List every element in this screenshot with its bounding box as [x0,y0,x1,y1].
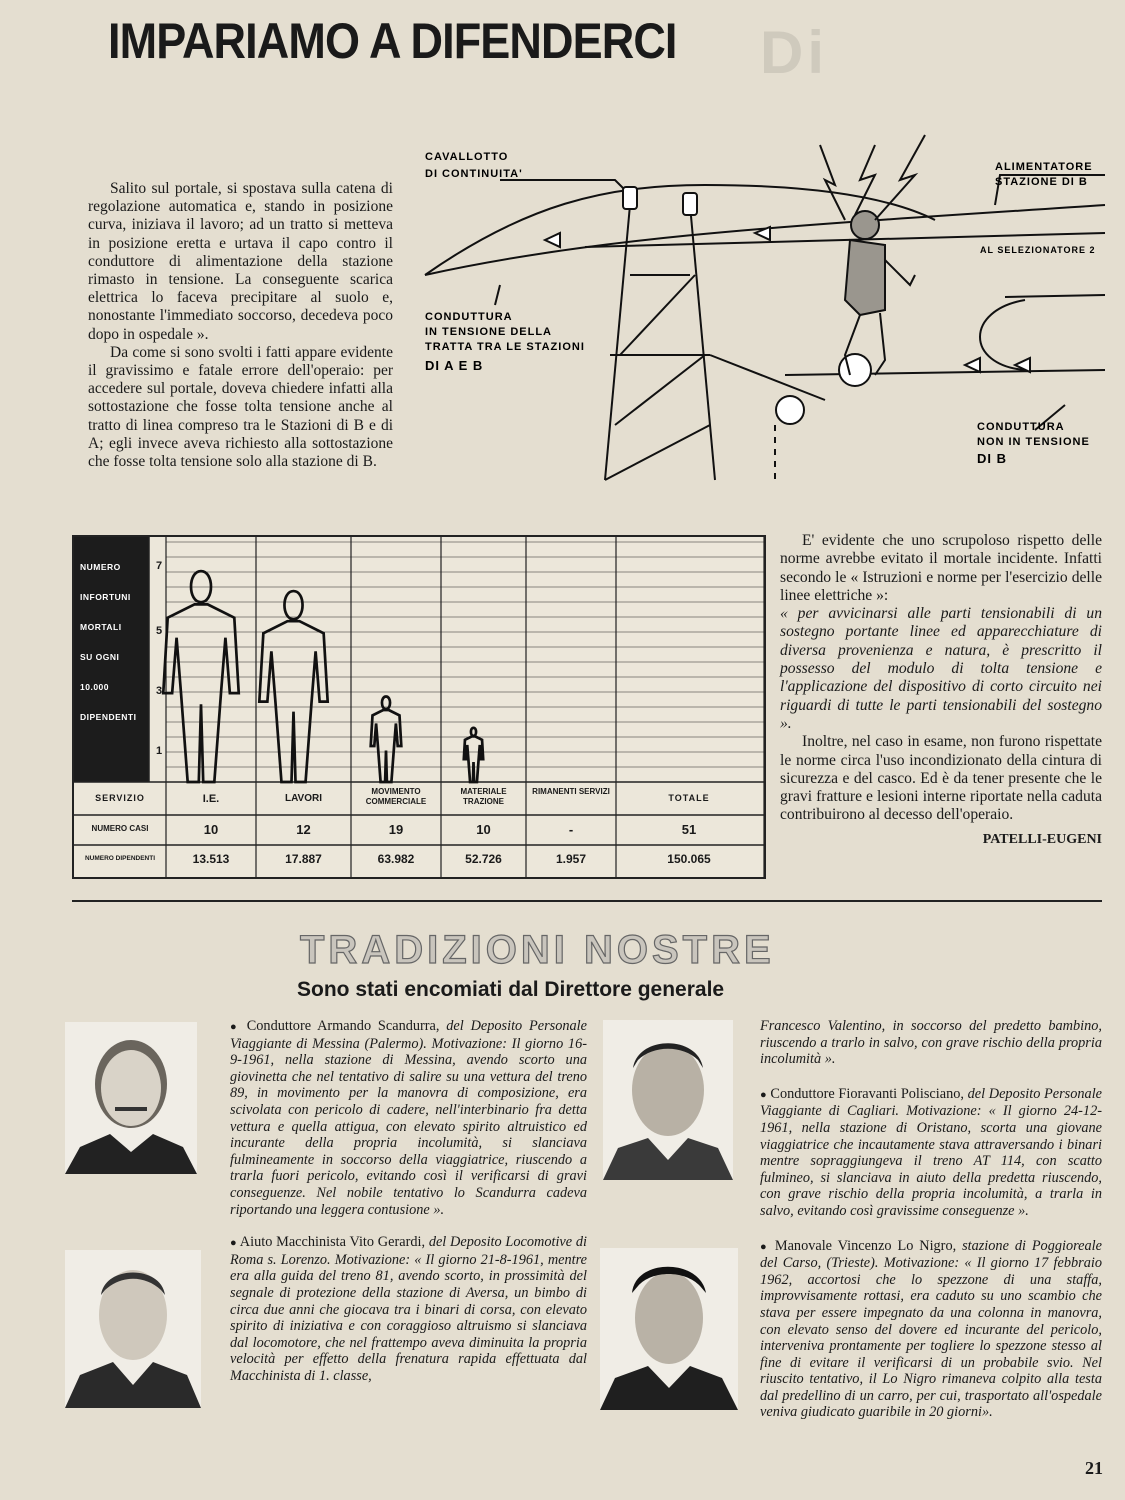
category-label: TOTALE [668,793,710,803]
y-label-line: 10.000 [80,682,109,692]
casi-value: 51 [681,822,697,837]
human-figure-mark [464,728,483,782]
dipendenti-value: 1.957 [555,852,587,866]
citation-text: del Deposito Personale Viaggiante di Cagliari. Motivazione: « Il giorno 24-12-1961, nella stazione di Oristano, scorta una giovane viaggiatrice che incautamente stava attraversando i binari mentre sopraggiungeva il treno AT 114, con scatto fulmineo, si slanciava in aiuto della predetta riuscendo, con grave rischio della propria incolumità, a trarla in salvo, evitando così gravissime conseguenze ». [760,1085,1103,1219]
electrocution-diagram [405,125,1115,495]
human-figure-mark [259,591,327,782]
y-label-line: MORTALI [80,622,122,632]
label-non-tensione-3: DI B [977,451,1007,466]
citation-column-1 [230,1018,587,1390]
y-label-line: DIPENDENTI [80,712,137,722]
label-cavallotto-2: DI CONTINUITA' [425,168,523,180]
y-tick-label: 5 [155,625,163,637]
row-header-servizio: SERVIZIO [95,793,145,803]
intro-text [88,180,393,471]
dipendenti-value: 63.982 [377,852,415,866]
right-paragraph-2: Inoltre, nel caso in esame, non furono rispettate le norme circa l'uso incondizionato della cintura di sicurezza e del casco. Ed è da tener presente che le gravi fratture e lesioni interne riportate nella caduta contribuirono al decesso dell'operaio. [780,733,1102,824]
dipendenti-value: 13.513 [192,852,230,866]
label-cavallotto-1: CAVALLOTTO [425,151,509,163]
row-header-casi: NUMERO CASI [91,824,149,833]
citation-item: ● Conduttore Armando Scandurra, del Deposito Personale Viaggiante di Messina (Palermo). Motivazione: Il giorno 16-9-1961, nella stazione di Messina, avendo scorto una giovinetta che nel tentativo di salire su una vettura del treno 89, in movimento per la manovra di composizione, era scivolata con pericolo di cadere, nell'interbinario fra detta vettura e quella attigua, con elevato spirito altruistico ed incurante della propria incolumità, si slanciava fulmineamente in soccorso della viaggiatrice, riuscendo a trarla fuori pericolo, evitando così il verificarsi di gravi conseguenze. Nel nobile tentativo lo Scandurra cadeva riportando una leggera contusione ». [230,1018,587,1218]
regulation-quote: « per avvicinarsi alle parti tensionabili di un sostegno portante linee ed apparecchiature di diversa provenienza e natura, è prescritto il possesso del modulo di tolta tensione e l'applicazione del dispositivo di corto circuito nei riguardi di tutte le parti tensionabili del sostegno ». [780,605,1102,732]
citation-text: del Deposito Locomotive di Roma s. Lorenzo. Motivazione: « Il giorno 21-8-1961, mentre era alla guida del treno 81, avendo scorto, in prossimità del segnale di protezione della stazione di Aversa, un bimbo di circa due anni che giocava tra i binari di corsa, con elevato spirito di iniziativa e con coraggioso altruismo si slanciava dal locomotore, che nel frattempo aveva diminuita la propria velocità per effetto della frenatura rapida effettuata dal Macchinista di 1. classe, [230,1234,587,1384]
citation-lead: Conduttore Fioravanti Polisciano, [770,1085,964,1102]
accident-chart-table [72,535,766,879]
portrait-photo [603,1020,733,1180]
right-text-column [780,532,1102,849]
citation-column-2 [760,1018,1102,1427]
dipendenti-value: 17.887 [285,852,322,866]
ghost-bleed-through: Di [760,19,828,86]
citation-item: ● Aiuto Macchinista Vito Gerardi, del Deposito Locomotive di Roma s. Lorenzo. Motivazione: « Il giorno 21-8-1961, mentre era alla guida del treno 81, avendo scorto, in prossimità del segnale di protezione della stazione di Aversa, un bimbo di circa due anni che giocava tra i binari di corsa, con elevato spirito di iniziativa e con coraggioso altruismo si slanciava dal locomotore, che nel frattempo aveva diminuita la propria velocità per effetto della frenatura rapida effettuata dal Macchinista di 1. classe, [230,1234,587,1384]
casi-value: 12 [296,822,311,837]
y-tick-label: 3 [155,685,163,697]
page-title: IMPARIAMO A DIFENDERCI [108,13,677,69]
label-alimentatore-1: ALIMENTATORE [995,161,1093,173]
right-paragraph-1: E' evidente che uno scrupoloso rispetto delle norme avrebbe evitato il mortale incidente. Infatti secondo le « Istruzioni e norme per l'esercizio delle linee elettriche »: [780,532,1102,604]
citation-text: del Deposito Personale Viaggiante di Messina (Palermo). Motivazione: Il giorno 16-9-1961, nella stazione di Messina, avendo scorto una giovinetta che nel tentativo di salire su una vettura del treno 89, in movimento per la manovra di composizione, era scivolata con pericolo di cadere, nell'interbinario fra detta vettura e quella attigua, con elevato spirito altruistico ed incurante della propria incolumità, si slanciava fulmineamente in soccorso della viaggiatrice, riuscendo a trarla fuori pericolo, evitando così il verificarsi di gravi conseguenze. Nel nobile tentativo lo Scandurra cadeva riportando una leggera contusione ». [230,1018,587,1218]
portrait-photo [65,1250,201,1408]
label-selezionatore: AL SELEZIONATORE 2 [980,245,1096,255]
page-number: 21 [1085,1458,1103,1478]
section-divider [72,900,1102,902]
y-label-line: SU OGNI [80,652,120,662]
y-label-line: INFORTUNI [80,592,131,602]
section-heading: TRADIZIONI NOSTRE [300,928,775,972]
category-label: I.E. [202,793,220,805]
label-non-tensione-1: CONDUTTURA [977,421,1065,433]
row-header-dipendenti: NUMERO DIPENDENTI [84,855,156,862]
portrait-photo [65,1022,197,1174]
label-conduttura-3: TRATTA TRA LE STAZIONI [425,341,585,353]
human-figure-mark [163,571,238,782]
label-alimentatore-2: STAZIONE DI B [995,176,1088,188]
category-label: LAVORI [284,793,323,804]
dipendenti-value: 52.726 [465,852,502,866]
human-figure-mark [371,697,402,783]
label-conduttura-1: CONDUTTURA [425,311,513,323]
worker-figure [845,211,915,375]
citation-lead: Conduttore Armando Scandurra, [246,1018,440,1034]
casi-value: 10 [203,822,219,837]
citation-continuation: Francesco Valentino, in soccorso del predetto bambino, riuscendo a trarlo in salvo, con grave rischio della propria incolumità ». [760,1018,1102,1068]
citation-item: ● Conduttore Fioravanti Polisciano, del Deposito Personale Viaggiante di Cagliari. Motivazione: « Il giorno 24-12-1961, nella stazione di Oristano, scorta una giovane viaggiatrice che incautamente stava attraversando i binari mentre sopraggiungeva il treno AT 114, con scatto fulmineo, si slanciava in aiuto della predetta riuscendo, con grave rischio della propria incolumità, a trarla in salvo, evitando così gravissime conseguenze ». [760,1085,1103,1219]
section-subheading: Sono stati encomiati dal Direttore generale [297,978,725,1001]
casi-value: 10 [476,822,491,837]
portrait-photo [600,1248,738,1410]
citation-lead: Aiuto Macchinista Vito Gerardi, [239,1234,426,1251]
casi-value: - [568,822,574,837]
dipendenti-value: 150.065 [667,852,711,866]
citation-text: stazione di Poggioreale del Carso, (Trieste). Motivazione: « Il giorno 17 febbraio 1962, accortosi che lo spezzone di una staffa, improvvisamente rottasi, era caduto su uno scambio che stava per essere impegnato da una colonna in manovra, con elevato senso del dovere ed incurante del pericolo, interveniva prontamente per togliere lo spezzone stesso al fine di evitare il verificarsi di un probabile svio. Nel riuscito tentativo, il Lo Nigro rimaneva colpito alla testa dal predellino di un carro, per cui, trasportato all'ospedale veniva giudicato guaribile in 20 giorni». [760,1237,1102,1421]
category-label: MATERIALE TRAZIONE [460,787,507,806]
label-non-tensione-2: NON IN TENSIONE [977,436,1090,448]
casi-value: 19 [388,822,404,837]
citation-item: ● Manovale Vincenzo Lo Nigro, stazione di Poggioreale del Carso, (Trieste). Motivazione: « Il giorno 17 febbraio 1962, accortosi che lo spezzone di una staffa, improvvisamente rottasi, era caduto su uno scambio che stava per essere impegnato da una colonna in manovra, con elevato senso del dovere ed incurante del pericolo, interveniva prontamente per togliere lo spezzone stesso al fine di evitare il verificarsi di un probabile svio. Nel riuscito tentativo, il Lo Nigro rimaneva colpito alla testa dal predellino di un carro, per cui, trasportato all'ospedale veniva giudicato guaribile in 20 giorni». [760,1237,1102,1421]
y-tick-label: 7 [155,560,163,572]
intro-paragraph-2: Da come si sono svolti i fatti appare evidente il gravissimo e fatale errore dell'operaio: per accedere sul portale, doveva chiedere infatti alla sottostazione che fosse tolta tensione anche al tratto di linea compreso tra le Stazioni di B e di A; egli invece aveva richiesto alla sottostazione che fosse tolta tensione solo alla stazione di B. [88,343,393,471]
intro-paragraph-1: Salito sul portale, si spostava sulla catena di regolazione automatica e, stando in posizione curva, iniziava il lavoro; ad un tratto si metteva in posizione eretta e urtava il capo contro il conduttore di alimentazione della stazione rimasto in tensione. La conseguente scarica elettrica lo faceva precipitare al suolo e, nonostante l'immediato soccorso, decedeva poco dopo in ospedale ». [88,180,393,343]
label-conduttura-4: DI A E B [425,358,484,373]
citation-lead: Manovale Vincenzo Lo Nigro, [774,1237,957,1254]
y-tick-label: 1 [155,745,163,757]
signature: PATELLI-EUGENI [982,831,1102,847]
label-conduttura-2: IN TENSIONE DELLA [425,326,553,338]
category-label: MOVIMENTO COMMERCIALE [365,787,427,806]
category-label: RIMANENTI SERVIZI [532,787,610,796]
y-label-line: NUMERO [80,562,121,572]
